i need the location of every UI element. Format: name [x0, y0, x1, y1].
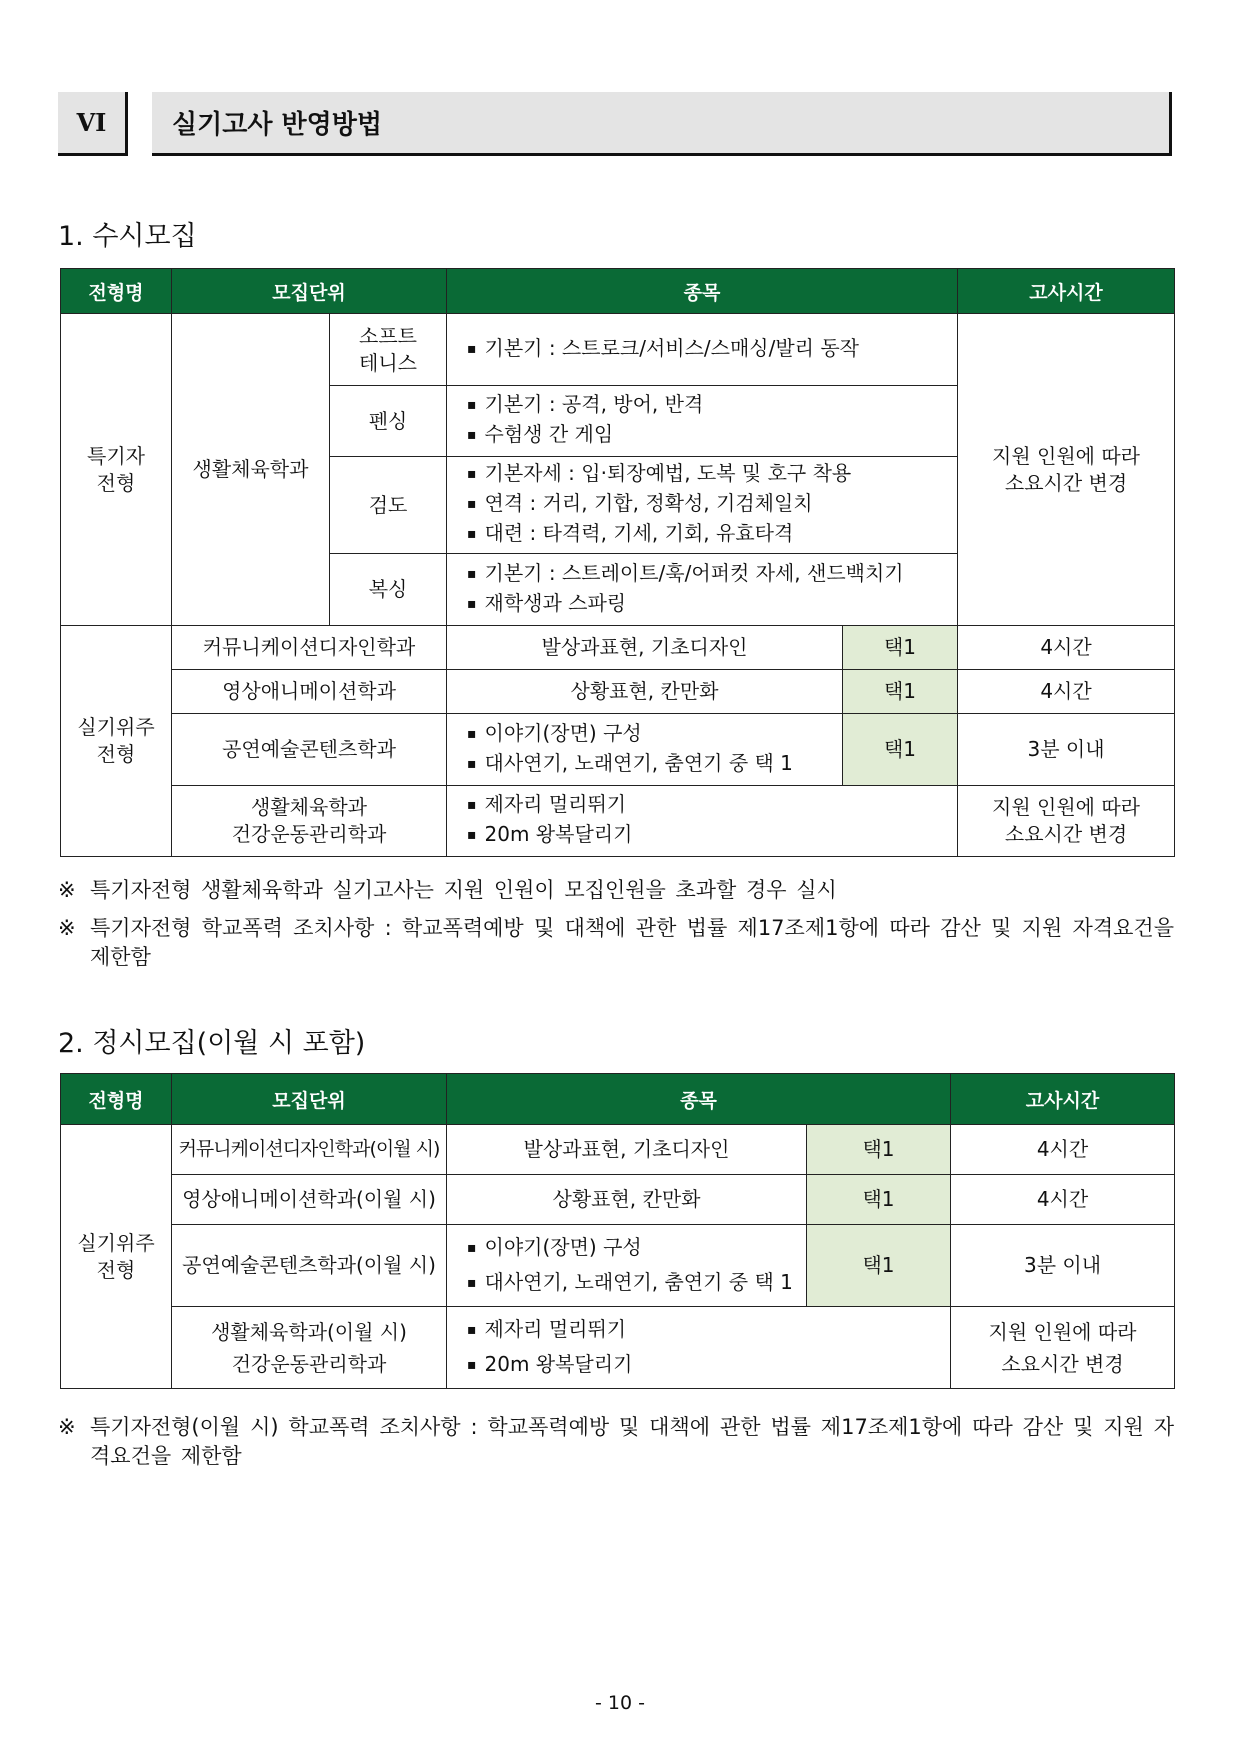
choice-tag: 택1 [843, 714, 958, 786]
sport-name: 펜싱 [330, 386, 447, 457]
table-row [61, 314, 1175, 386]
section-title: 실기고사 반영방법 [152, 92, 1172, 156]
list-item: ▪ 재학생과 스파링 [467, 590, 951, 620]
time-cell: 지원 인원에 따라 소요시간 변경 [951, 1307, 1175, 1389]
special-type: 특기자 전형 [61, 314, 172, 626]
section-number: VI [58, 92, 128, 156]
choice-tag: 택1 [807, 1175, 951, 1225]
list-item: ▪ 기본자세 : 입·퇴장예법, 도복 및 호구 착용 [467, 460, 951, 490]
practical-type: 실기위주 전형 [61, 1125, 172, 1389]
subject-items [447, 1225, 807, 1307]
list-item: ▪ 대사연기, 노래연기, 춤연기 중 택 1 [467, 1266, 800, 1301]
list-item: ▪ 기본기 : 스트레이트/훅/어퍼컷 자세, 샌드백치기 [467, 560, 951, 590]
sport-name: 소프트 테니스 [330, 314, 447, 386]
practical-type: 실기위주 전형 [61, 626, 172, 857]
dept-cell: 커뮤니케이션디자인학과 [172, 626, 447, 670]
list-item: ▪ 대련 : 타격력, 기세, 기회, 유효타격 [467, 520, 951, 550]
table-header-row [61, 1074, 1175, 1125]
note-mark: ※ [58, 1415, 76, 1439]
time-cell: 4시간 [958, 626, 1175, 670]
note: ※ 특기자전형 학교폭력 조치사항 : 학교폭력예방 및 대책에 관한 법률 제17조제1항에 따라 감산 및 지원 자격요건을 제한함 [58, 916, 1174, 969]
table-row [61, 626, 1175, 670]
table-row [61, 786, 1175, 857]
table-row [61, 1175, 1175, 1225]
choice-tag: 택1 [807, 1225, 951, 1307]
header-unit: 모집단위 [172, 269, 447, 314]
header-time: 고사시간 [958, 269, 1175, 314]
dept-cell: 영상애니메이션학과 [172, 670, 447, 714]
page-number: - 10 - [595, 1692, 645, 1714]
sport-items [447, 314, 958, 386]
list-item: ▪ 이야기(장면) 구성 [467, 720, 836, 750]
note: ※ 특기자전형(이월 시) 학교폭력 조치사항 : 학교폭력예방 및 대책에 관한 법률 제17조제1항에 따라 감산 및 지원 자격요건을 제한함 [58, 1415, 1174, 1468]
dept-cell: 영상애니메이션학과(이월 시) [172, 1175, 447, 1225]
rolling-title: 1. 수시모집 [58, 221, 197, 252]
subject-cell: 발상과표현, 기초디자인 [447, 1125, 807, 1175]
list-item: ▪ 수험생 간 게임 [467, 421, 951, 451]
time-cell: 4시간 [958, 670, 1175, 714]
sport-items [447, 554, 958, 626]
header-subject: 종목 [447, 1074, 951, 1125]
special-dept: 생활체육학과 [172, 314, 330, 626]
table-row [61, 1125, 1175, 1175]
header-type: 전형명 [61, 269, 172, 314]
note-mark: ※ [58, 878, 76, 902]
choice-tag: 택1 [843, 670, 958, 714]
subject-items [447, 714, 843, 786]
note: ※ 특기자전형 생활체육학과 실기고사는 지원 인원이 모집인원을 초과할 경우 실시 [58, 876, 1174, 905]
list-item: ▪ 대사연기, 노래연기, 춤연기 중 택 1 [467, 750, 836, 780]
sport-items [447, 457, 958, 554]
sport-name: 검도 [330, 457, 447, 554]
regular-title: 2. 정시모집(이월 시 포함) [58, 1028, 366, 1059]
list-item: ▪ 제자리 멀리뛰기 [467, 1313, 944, 1348]
subject-cell: 상황표현, 칸만화 [447, 670, 843, 714]
dept-cell: 커뮤니케이션디자인학과(이월 시) [172, 1125, 447, 1175]
section-header [58, 92, 1172, 156]
table-row [61, 714, 1175, 786]
header-time: 고사시간 [951, 1074, 1175, 1125]
time-cell: 4시간 [951, 1175, 1175, 1225]
header-subject: 종목 [447, 269, 958, 314]
list-item: ▪ 20m 왕복달리기 [467, 1348, 944, 1383]
note-mark: ※ [58, 916, 76, 940]
list-item: ▪ 이야기(장면) 구성 [467, 1231, 800, 1266]
dept-cell: 공연예술콘텐츠학과 [172, 714, 447, 786]
subject-items [447, 786, 958, 857]
table-header-row [61, 269, 1175, 314]
time-cell: 3분 이내 [958, 714, 1175, 786]
subject-items [447, 1307, 951, 1389]
header-unit: 모집단위 [172, 1074, 447, 1125]
choice-tag: 택1 [807, 1125, 951, 1175]
sport-name: 복싱 [330, 554, 447, 626]
regular-table [60, 1073, 1175, 1389]
list-item: ▪ 연격 : 거리, 기합, 정확성, 기검체일치 [467, 490, 951, 520]
table-row [61, 670, 1175, 714]
dept-cell: 생활체육학과 건강운동관리학과 [172, 786, 447, 857]
subject-cell: 상황표현, 칸만화 [447, 1175, 807, 1225]
list-item: ▪ 기본기 : 공격, 방어, 반격 [467, 391, 951, 421]
list-item: ▪ 기본기 : 스트로크/서비스/스매싱/발리 동작 [467, 335, 951, 365]
header-type: 전형명 [61, 1074, 172, 1125]
time-cell: 지원 인원에 따라 소요시간 변경 [958, 786, 1175, 857]
subject-cell: 발상과표현, 기초디자인 [447, 626, 843, 670]
rolling-table [60, 268, 1175, 857]
choice-tag: 택1 [843, 626, 958, 670]
sport-items [447, 386, 958, 457]
list-item: ▪ 20m 왕복달리기 [467, 821, 951, 851]
table-row [61, 1225, 1175, 1307]
dept-cell: 공연예술콘텐츠학과(이월 시) [172, 1225, 447, 1307]
table-row [61, 1307, 1175, 1389]
special-time: 지원 인원에 따라 소요시간 변경 [958, 314, 1175, 626]
time-cell: 3분 이내 [951, 1225, 1175, 1307]
dept-cell: 생활체육학과(이월 시) 건강운동관리학과 [172, 1307, 447, 1389]
list-item: ▪ 제자리 멀리뛰기 [467, 791, 951, 821]
time-cell: 4시간 [951, 1125, 1175, 1175]
